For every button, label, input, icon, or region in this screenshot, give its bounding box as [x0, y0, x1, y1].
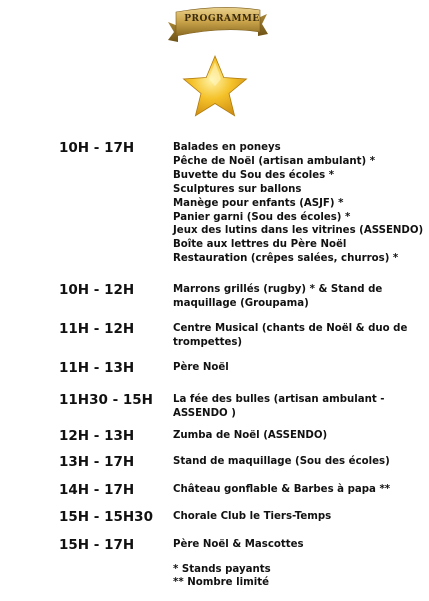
footnotes — [173, 563, 271, 589]
activity-item: Boîte aux lettres du Père Noël — [173, 239, 347, 251]
activity-item: Centre Musical (chants de Noël & duo de — [173, 323, 408, 334]
time-slot: 11H30 - 15H — [59, 392, 153, 408]
footnote-paid-stands: * Stands payants — [173, 564, 271, 575]
activity-item: Panier garni (Sou des écoles) * — [173, 211, 351, 223]
activity-item: maquillage (Groupama) — [173, 297, 309, 309]
activity-list — [173, 455, 423, 469]
activity-list — [173, 510, 423, 524]
footnote-limited-number: ** Nombre limité — [173, 577, 269, 588]
activity-item: Chorale Club le Tiers-Temps — [173, 511, 332, 522]
activity-list — [173, 429, 423, 443]
time-slot: 13H - 17H — [59, 454, 135, 470]
activity-item: trompettes) — [173, 336, 243, 348]
activity-item: Restauration (crêpes salées, churros) * — [173, 253, 399, 265]
time-slot: 15H - 15H30 — [59, 509, 153, 525]
activity-item: La fée des bulles (artisan ambulant - — [173, 394, 385, 405]
activity-item: ASSENDO ) — [173, 407, 236, 419]
activity-list — [173, 483, 423, 497]
activity-item: Stand de maquillage (Sou des écoles) — [173, 456, 390, 467]
activity-list — [173, 322, 423, 350]
activity-list — [173, 283, 423, 311]
activity-item: Jeux des lutins dans les vitrines (ASSENDO) — [173, 225, 424, 237]
time-slot: 14H - 17H — [59, 482, 135, 498]
time-slot: 12H - 13H — [59, 428, 135, 444]
activity-item: Père Noël & Mascottes — [173, 539, 304, 550]
time-slot: 11H - 12H — [59, 321, 135, 337]
activity-item: Père Noël — [173, 362, 229, 373]
time-slot: 10H - 12H — [59, 282, 135, 298]
activity-item: Buvette du Sou des écoles * — [173, 169, 335, 181]
activity-list — [173, 538, 423, 552]
time-slot: 10H - 17H — [59, 140, 135, 156]
activity-list — [173, 393, 423, 421]
activity-list — [173, 141, 423, 266]
time-slot: 11H - 13H — [59, 360, 135, 376]
activity-list — [173, 361, 423, 375]
activity-item: Sculptures sur ballons — [173, 183, 302, 195]
time-slot: 15H - 17H — [59, 537, 135, 553]
activity-item: Manège pour enfants (ASJF) * — [173, 197, 344, 209]
activity-item: Marrons grillés (rugby) * & Stand de — [173, 284, 383, 295]
activity-item: Zumba de Noël (ASSENDO) — [173, 430, 328, 441]
programme-banner-label: PROGRAMME — [184, 14, 260, 24]
activity-item: Balades en poneys — [173, 142, 281, 153]
activity-item: Pêche de Noël (artisan ambulant) * — [173, 155, 376, 167]
activity-item: Château gonflable & Barbes à papa ** — [173, 484, 391, 495]
